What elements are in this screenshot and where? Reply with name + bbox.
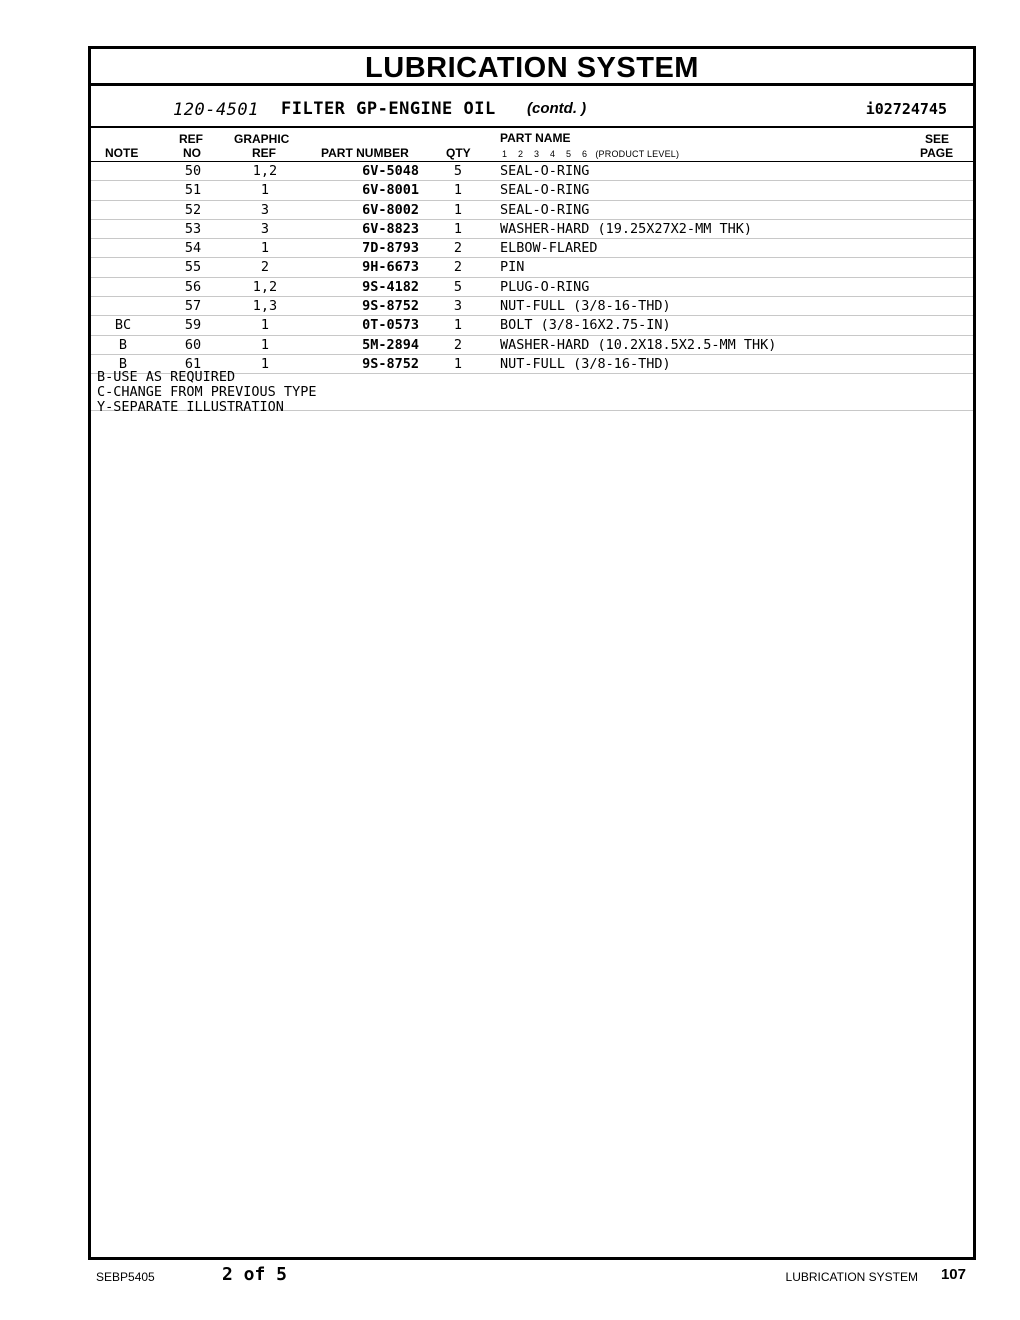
cell-part-number: 5M-2894 <box>362 336 419 353</box>
cell-part-number: 6V-8823 <box>362 220 419 237</box>
cell-ref: 60 <box>184 336 202 353</box>
group-name: FILTER GP-ENGINE OIL <box>281 99 496 119</box>
group-continued: (contd. ) <box>527 100 587 117</box>
cell-part-number: 6V-5048 <box>362 163 419 179</box>
table-row <box>91 201 973 220</box>
cell-part-name: NUT-FULL (3/8-16-THD) <box>500 355 671 372</box>
col-graphic-top: GRAPHIC <box>234 132 290 146</box>
cell-qty: 1 <box>453 201 463 218</box>
note-line: C-CHANGE FROM PREVIOUS TYPE <box>97 384 317 400</box>
cell-graphic: 1 <box>260 240 270 257</box>
cell-part-name: SEAL-O-RING <box>500 163 590 179</box>
table-row <box>91 181 973 200</box>
cell-ref: 50 <box>184 163 202 179</box>
cell-part-number: 9S-8752 <box>362 355 419 372</box>
group-number: 120-4501 <box>173 100 259 120</box>
cell-qty: 1 <box>453 182 463 199</box>
table-row <box>91 220 973 239</box>
col-graphic-bottom: REF <box>252 146 276 160</box>
cell-ref: 61 <box>184 355 202 372</box>
cell-ref: 59 <box>184 317 202 334</box>
cell-qty: 2 <box>453 336 463 353</box>
footer-section: LUBRICATION SYSTEM <box>785 1270 918 1284</box>
table-row <box>91 297 973 316</box>
cell-ref: 53 <box>184 220 202 237</box>
col-qty: QTY <box>446 146 471 160</box>
cell-part-number: 6V-8001 <box>362 182 419 199</box>
cell-graphic: 1 <box>260 182 270 199</box>
col-see-top: SEE <box>925 132 950 146</box>
col-ref-top: REF <box>179 132 203 146</box>
cell-part-number: 7D-8793 <box>362 240 419 257</box>
parts-table <box>91 162 973 374</box>
cell-graphic: 2 <box>260 259 270 276</box>
table-row <box>91 162 973 181</box>
cell-part-number: 9S-4182 <box>362 278 419 295</box>
cell-ref: 52 <box>184 201 202 218</box>
cell-qty: 5 <box>453 278 463 295</box>
cell-part-name: BOLT (3/8-16X2.75-IN) <box>500 317 671 334</box>
cell-part-name: NUT-FULL (3/8-16-THD) <box>500 298 671 315</box>
cell-qty: 1 <box>453 220 463 237</box>
cell-graphic: 1,2 <box>252 163 278 179</box>
footer-doc-number: SEBP5405 <box>96 1270 155 1284</box>
cell-part-name: ELBOW-FLARED <box>500 240 598 257</box>
footer-page-of: 2 of 5 <box>222 1264 288 1285</box>
table-row <box>91 336 973 355</box>
cell-part-number: 6V-8002 <box>362 201 419 218</box>
col-product-levels: 1 2 3 4 5 6 (PRODUCT LEVEL) <box>502 149 680 159</box>
cell-part-number: 9H-6673 <box>362 259 419 276</box>
notes-legend <box>91 368 973 415</box>
col-part-name: PART NAME <box>500 131 571 145</box>
table-row <box>91 258 973 277</box>
col-note: NOTE <box>105 146 139 160</box>
cell-qty: 2 <box>453 259 463 276</box>
column-header <box>91 128 973 162</box>
cell-ref: 55 <box>184 259 202 276</box>
cell-qty: 3 <box>453 298 463 315</box>
footer-page-number: 107 <box>940 1266 966 1283</box>
cell-note: BC <box>114 317 132 334</box>
cell-part-name: WASHER-HARD (19.25X27X2-MM THK) <box>500 220 752 237</box>
cell-ref: 56 <box>184 278 202 295</box>
cell-graphic: 3 <box>260 201 270 218</box>
cell-graphic: 1 <box>260 336 270 353</box>
cell-qty: 1 <box>453 317 463 334</box>
group-header <box>91 86 973 128</box>
cell-graphic: 1 <box>260 355 270 372</box>
cell-graphic: 3 <box>260 220 270 237</box>
col-ref-bottom: NO <box>183 146 201 160</box>
cell-graphic: 1,3 <box>252 298 278 315</box>
group-id: i02724745 <box>865 100 947 118</box>
page-title: LUBRICATION SYSTEM <box>91 49 973 86</box>
cell-part-name: PIN <box>500 259 525 276</box>
cell-part-name: WASHER-HARD (10.2X18.5X2.5-MM THK) <box>500 336 777 353</box>
cell-part-number: 9S-8752 <box>362 298 419 315</box>
page-frame <box>88 46 976 1260</box>
cell-part-name: SEAL-O-RING <box>500 201 590 218</box>
cell-graphic: 1 <box>260 317 270 334</box>
table-row <box>91 239 973 258</box>
cell-part-number: 0T-0573 <box>362 317 419 334</box>
table-row <box>91 278 973 297</box>
cell-note: B <box>118 355 128 372</box>
note-line: B-USE AS REQUIRED <box>97 369 236 385</box>
cell-part-name: SEAL-O-RING <box>500 182 590 199</box>
cell-qty: 5 <box>453 163 463 179</box>
cell-qty: 2 <box>453 240 463 257</box>
note-line: Y-SEPARATE ILLUSTRATION <box>97 399 284 415</box>
col-see-bottom: PAGE <box>920 146 954 160</box>
cell-ref: 51 <box>184 182 202 199</box>
col-part-number: PART NUMBER <box>321 146 409 160</box>
cell-qty: 1 <box>453 355 463 372</box>
cell-ref: 54 <box>184 240 202 257</box>
table-row <box>91 316 973 335</box>
page-footer <box>0 1262 1020 1292</box>
cell-note: B <box>118 336 128 353</box>
cell-graphic: 1,2 <box>252 278 278 295</box>
cell-ref: 57 <box>184 298 202 315</box>
cell-part-name: PLUG-O-RING <box>500 278 590 295</box>
